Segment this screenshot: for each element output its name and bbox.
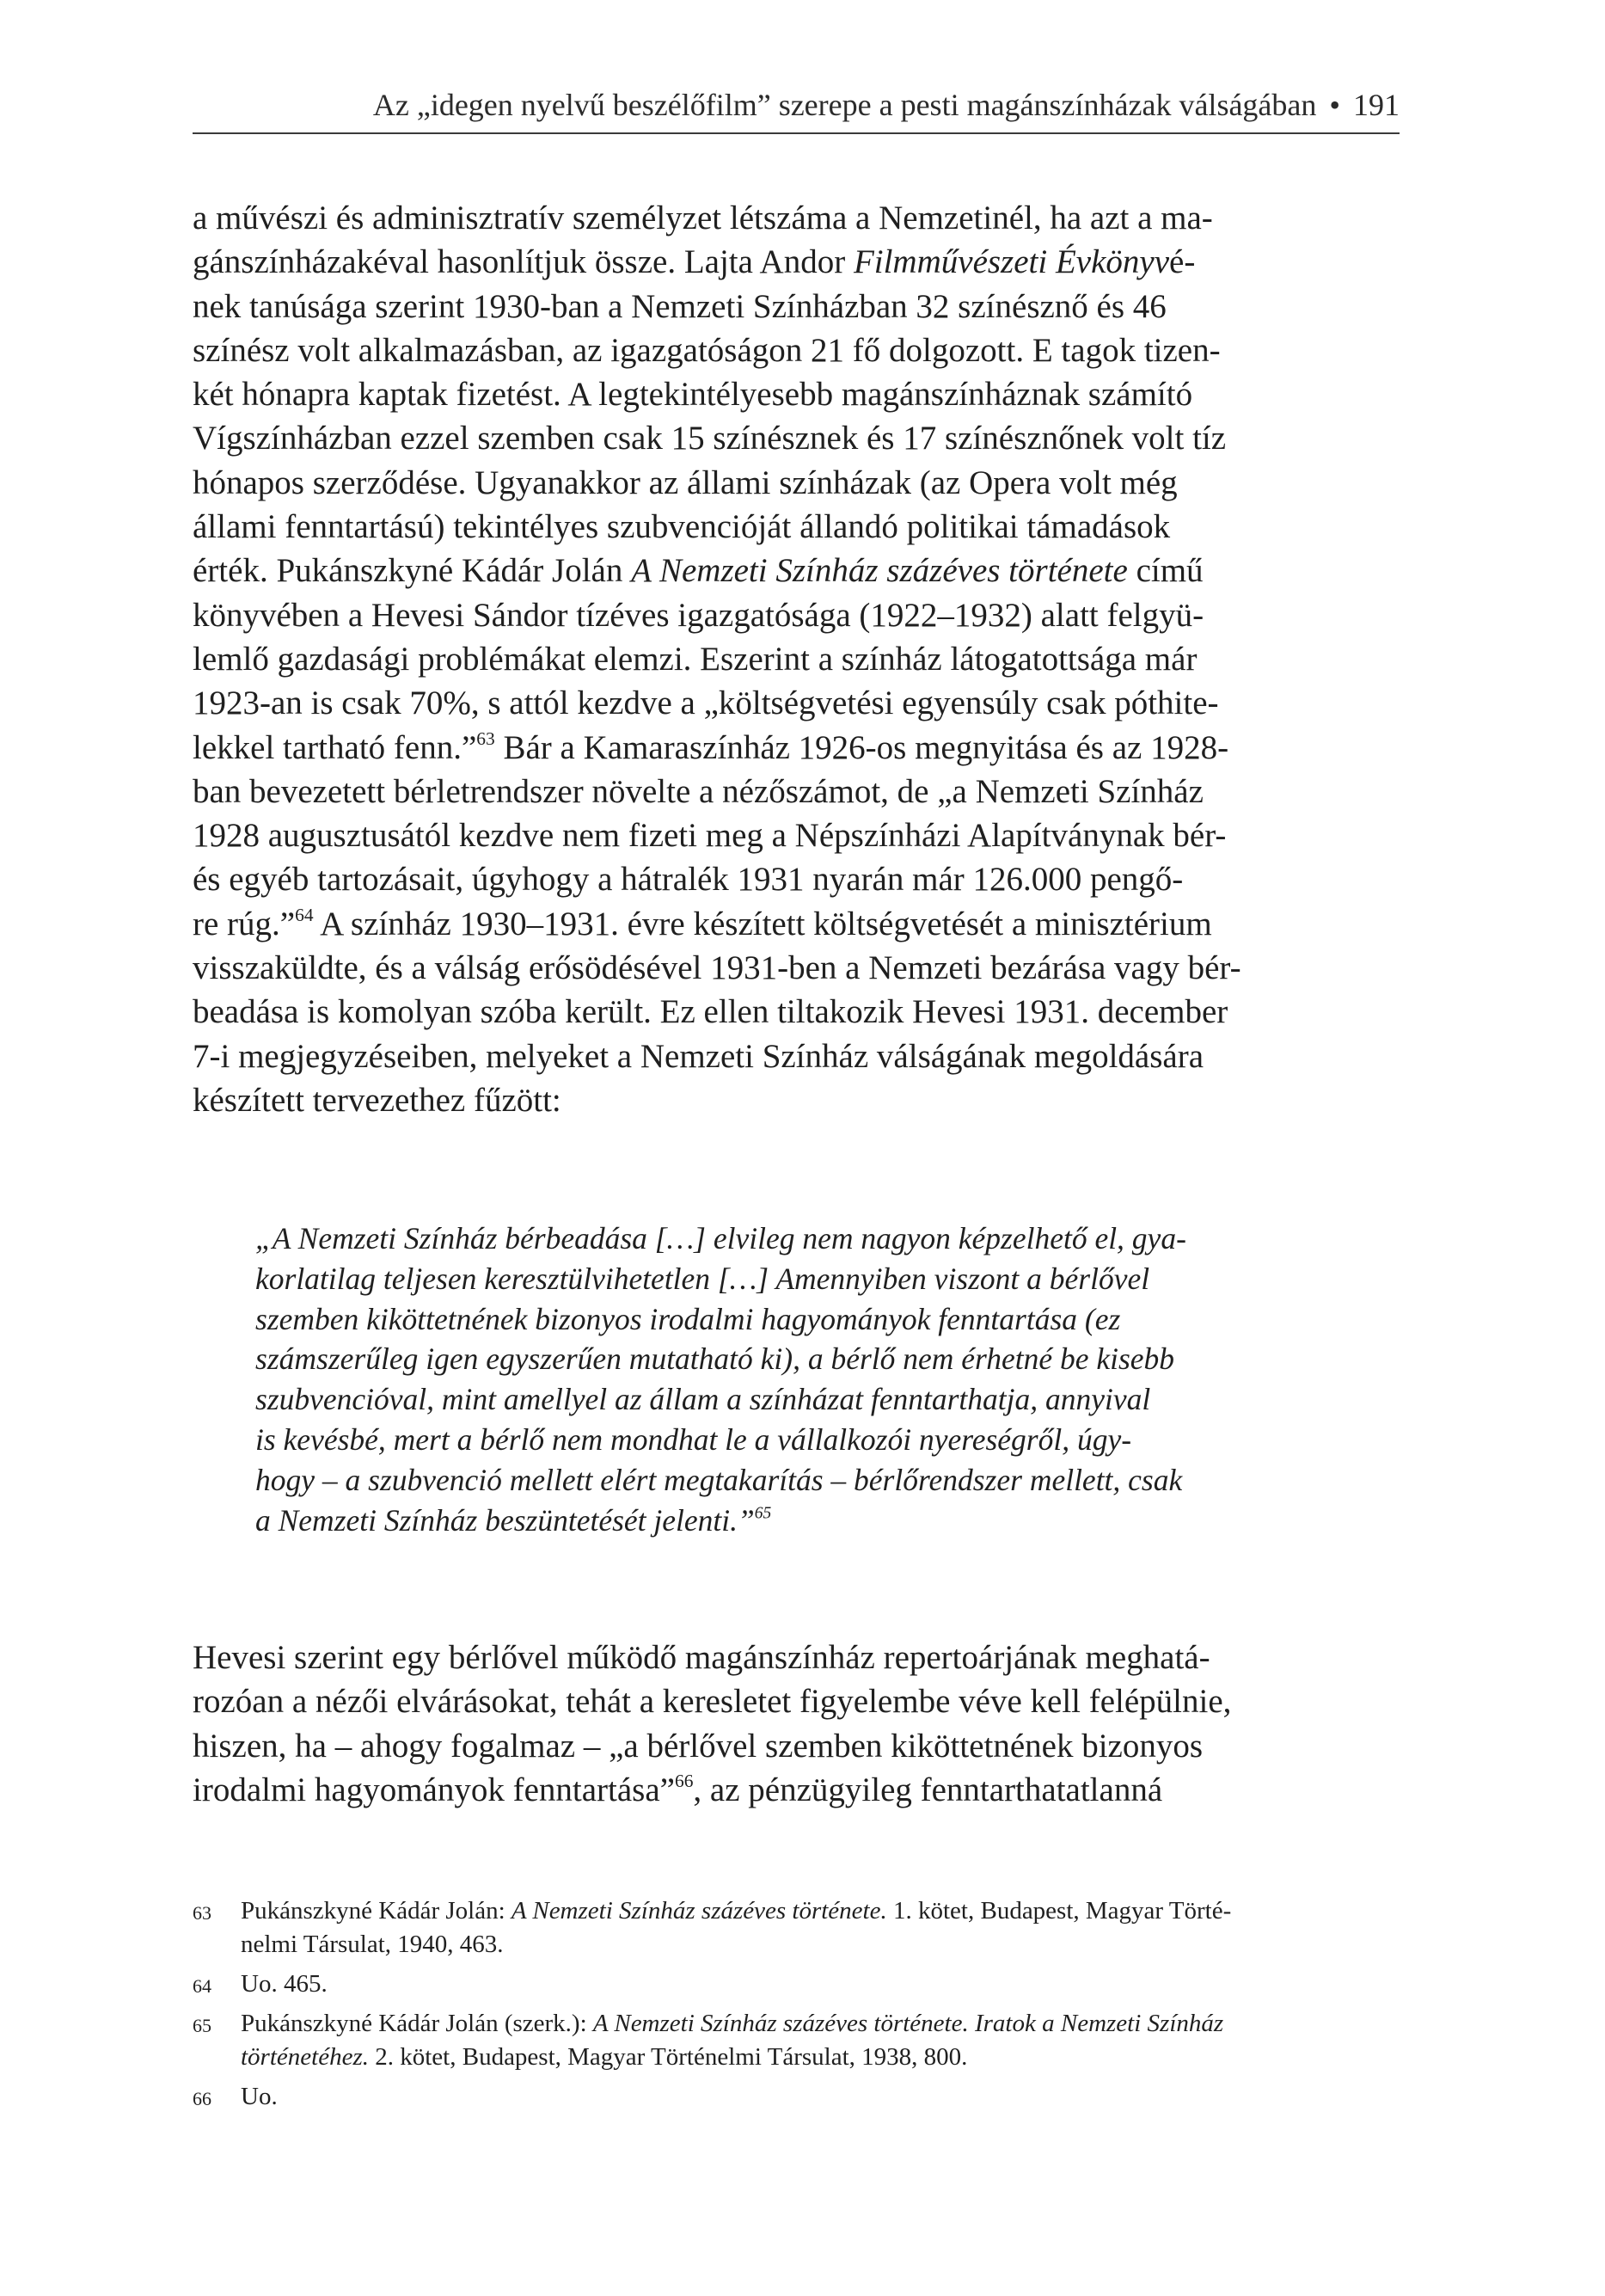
- book-title-filmmuveszeti-evkonyv: Filmművészeti Évkönyv: [853, 243, 1170, 281]
- footnotes: [193, 1894, 1400, 2120]
- header-separator: •: [1329, 88, 1340, 122]
- footnote-ref-66[interactable]: 66: [674, 1770, 694, 1791]
- text-line: gánszínházakéval hasonlítjuk össze. Lajta Andor Filmművészeti Évkönyvé-: [193, 243, 1196, 281]
- footnote-ref-64[interactable]: 64: [295, 904, 314, 925]
- text-line: nek tanúsága szerint 1930-ban a Nemzeti Színházban 32 színésznő és 46: [193, 287, 1167, 325]
- footnote-63: 63 Pukánszkyné Kádár Jolán: A Nemzeti Színház százéves története. 1. kötet, Budapest, Magyar Törté-nelmi Társulat, 1940, 463.: [193, 1897, 1232, 1958]
- text-line: 1928 augusztusától kezdve nem fizeti meg a Népszínházi Alapítványnak bér-: [193, 817, 1227, 855]
- text-line: színész volt alkalmazásban, az igazgatóságon 21 fő dolgozott. E tagok tizen-: [193, 331, 1221, 369]
- footnote-number: 66: [193, 2088, 211, 2109]
- text-line: 7-i megjegyzéseiben, melyeket a Nemzeti Színház válságának megoldására: [193, 1037, 1204, 1075]
- text-line: készített tervezethez fűzött:: [193, 1081, 561, 1119]
- text-line: lekkel tartható fenn.”$^{63}$ Bár a Kamaraszínház 1926-os megnyitása és az 1928-: [193, 727, 1229, 766]
- page-number: 191: [1353, 88, 1400, 122]
- footnote-number: 65: [193, 2015, 211, 2036]
- text-line: könyvében a Hevesi Sándor tízéves igazgatósága (1922–1932) alatt felgyü-: [193, 596, 1204, 634]
- footnote-ref-65[interactable]: 65: [754, 1503, 772, 1522]
- text-line: hiszen, ha – ahogy fogalmaz – „a bérlővel szemben kiköttetnének bizonyos: [193, 1727, 1204, 1765]
- quote-line: a Nemzeti Színház beszüntetését jelenti.”$^{65}$: [255, 1502, 772, 1538]
- text-line: beadása is komolyan szóba került. Ez ellen tiltakozik Hevesi 1931. december: [193, 993, 1228, 1031]
- quote-line: szemben kiköttetnének bizonyos irodalmi hagyományok fenntartása (ez: [255, 1301, 1121, 1336]
- running-title: Az „idegen nyelvű beszélőfilm” szerepe a pesti magánszínházak válságában: [372, 88, 1317, 122]
- body-paragraph-2: [193, 1636, 1400, 1812]
- text-line: 1923-an is csak 70%, s attól kezdve a „költségvetési egyensúly csak póthite-: [193, 685, 1219, 722]
- block-quote: [255, 1219, 1337, 1540]
- text-line: rozóan a nézői elvárásokat, tehát a keresletet figyelembe véve kell felépülnie,: [193, 1683, 1232, 1721]
- text-line: két hónapra kaptak fizetést. A legtekintélyesebb magánszínháznak számító: [193, 376, 1193, 414]
- footnote-66: 66 Uo.: [193, 2080, 1400, 2114]
- footnote-number: 63: [193, 1902, 211, 1924]
- text-line: állami fenntartású) tekintélyes szubvencióját állandó politikai támadások: [193, 508, 1171, 546]
- footnote-64: 64 Uo. 465.: [193, 1968, 1400, 2001]
- footnote-ref-63[interactable]: 63: [476, 727, 495, 749]
- text-line: lemlő gazdasági problémákat elemzi. Eszerint a színház látogatottsága már: [193, 640, 1198, 678]
- quote-line: szubvencióval, mint amellyel az állam a színházat fenntarthatja, annyival: [255, 1382, 1151, 1417]
- footnote-65: 65 Pukánszkyné Kádár Jolán (szerk.): A Nemzeti Színház százéves története. Iratok a Nemzeti Színháztörténetéhez. 2. kötet, Budapest, Magyar Történelmi Társulat, 1938, 800.: [193, 2010, 1224, 2071]
- quote-line: korlatilag teljesen keresztülvihetetlen […] Amennyiben viszont a bérlővel: [255, 1261, 1150, 1296]
- body-paragraph-1: [193, 196, 1400, 1122]
- footnote-number: 64: [193, 1975, 211, 1997]
- text-line: Vígszínházban ezzel szemben csak 15 színésznek és 17 színésznőnek volt tíz: [193, 420, 1227, 457]
- text-line: visszaküldte, és a válság erősödésével 1931-ben a Nemzeti bezárása vagy bér-: [193, 949, 1241, 987]
- text-line: re rúg.”$^{64}$ A színház 1930–1931. évre készített költségvetését a minisztérium: [193, 904, 1212, 942]
- text-line: hónapos szerződése. Ugyanakkor az állami színházak (az Opera volt még: [193, 463, 1178, 501]
- text-line: érték. Pukánszkyné Kádár Jolán A Nemzeti Színház százéves története című: [193, 552, 1204, 590]
- text-line: Hevesi szerint egy bérlővel működő magánszínház repertoárjának meghatá-: [193, 1639, 1210, 1676]
- book-title-nemzeti-szinhaz: A Nemzeti Színház százéves története: [631, 552, 1128, 590]
- quote-line: is kevésbé, mert a bérlő nem mondhat le a vállalkozói nyereségről, úgy-: [255, 1421, 1132, 1457]
- text-line: a művészi és adminisztratív személyzet létszáma a Nemzetinél, ha azt a ma-: [193, 200, 1213, 236]
- text-line: ban bevezetett bérletrendszer növelte a nézőszámot, de „a Nemzeti Színház: [193, 772, 1204, 810]
- quote-line: számszerűleg igen egyszerűen mutatható ki), a bérlő nem érhetné be kisebb: [255, 1341, 1175, 1377]
- running-header: [193, 86, 1400, 134]
- quote-line: „A Nemzeti Színház bérbeadása […] elvileg nem nagyon képzelhető el, gya-: [255, 1221, 1186, 1255]
- text-line: irodalmi hagyományok fenntartása”$^{66}$, az pénzügyileg fenntarthatatlanná: [193, 1770, 1163, 1808]
- quote-line: hogy – a szubvenció mellett elért megtakarítás – bérlőrendszer mellett, csak: [255, 1462, 1183, 1497]
- text-line: és egyéb tartozásait, úgyhogy a hátralék 1931 nyarán már 126.000 pengő-: [193, 861, 1184, 899]
